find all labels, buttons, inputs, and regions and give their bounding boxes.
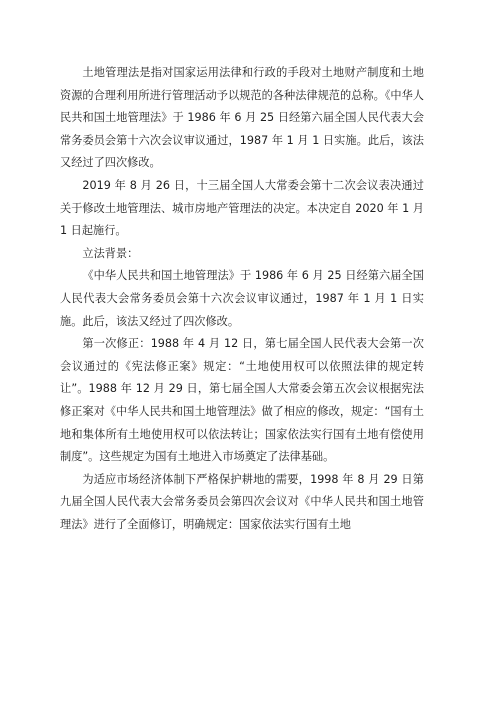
paragraph-definition: 土地管理法是指对国家运用法律和行政的手段对土地财产制度和土地资源的合理利用所进行管理活动予以规范的各种法律规范的总称。《中华人民共和国土地管理法》于 1986 年 6 月 25 日经第六届全国人民代表大会常务委员会第十六次会议审议通过，1987 年 1 月 1 日实施。此后，该法又经过了四次修改。 — [60, 66, 424, 170]
document-body — [60, 62, 424, 536]
paragraph-background: 《中华人民共和国土地管理法》于 1986 年 6 月 25 日经第六届全国人民代表大会常务委员会第十六次会议审议通过，1987 年 1 月 1 日实施。此后，该法又经过了四次修改。 — [60, 269, 424, 328]
paragraph-first-amendment: 第一次修正：1988 年 4 月 12 日，第七届全国人民代表大会第一次会议通过的《宪法修正案》规定：“土地使用权可以依照法律的规定转让”。1988 年 12 月 29 日，第七届全国人大常委会第五次会议根据宪法修正案对《中华人民共和国土地管理法》做了相应的修改，规定：“国有土地和集体所有土地使用权可以依法转让；国家依法实行国有土地有偿使用制度”。这些规定为国有土地进入市场奠定了法律基础。 — [60, 337, 424, 464]
paragraph-2019-amendment: 2019 年 8 月 26 日，十三届全国人大常委会第十二次会议表决通过关于修改土地管理法、城市房地产管理法的决定。本决定自 2020 年 1 月 1 日起施行。 — [60, 178, 424, 238]
paragraph-background-heading: 立法背景： — [82, 246, 139, 260]
paragraph-1998-revision: 为适应市场经济体制下严格保护耕地的需要，1998 年 8 月 29 日第九届全国人民代表大会常务委员会第四次会议对《中华人民共和国土地管理法》进行了全面修订，明确规定：国家依法实行国有土地 — [60, 472, 424, 531]
